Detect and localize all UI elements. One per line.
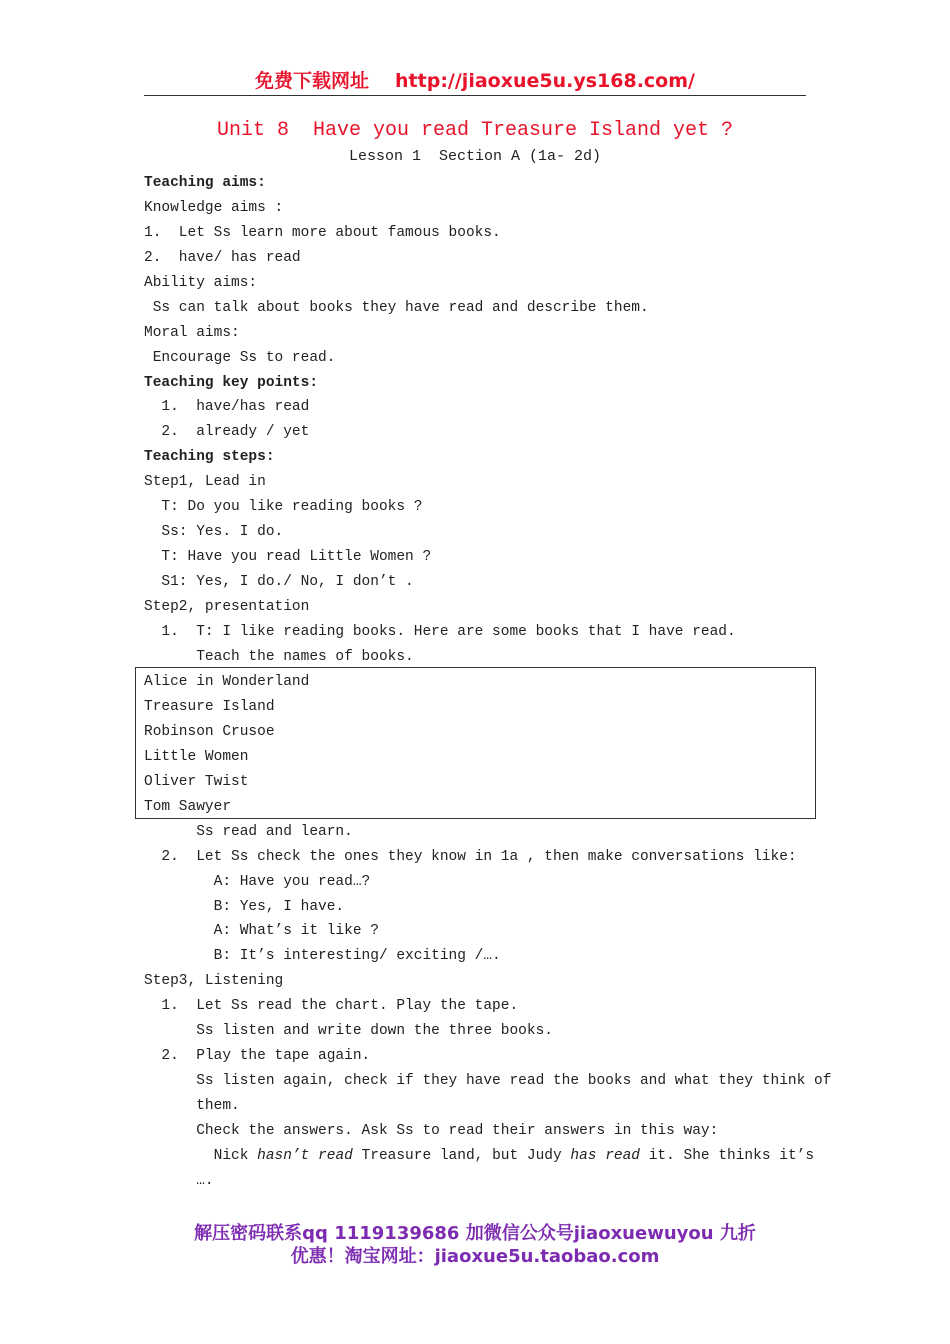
step2-line: 1. T: I like reading books. Here are some books that I have read.	[144, 624, 736, 640]
example-text: it. She thinks it’s	[640, 1148, 815, 1164]
book-title: Alice in Wonderland	[144, 674, 310, 690]
step2-line: Teach the names of books.	[144, 649, 414, 665]
step2-line: 2. Let Ss check the ones they know in 1a , then make conversations like:	[144, 849, 797, 865]
teaching-aims-heading: Teaching aims:	[144, 175, 266, 191]
example-sentence	[144, 1147, 814, 1165]
key-points-heading: Teaching key points:	[144, 375, 319, 391]
teaching-steps-heading: Teaching steps:	[144, 449, 275, 465]
step3-line: Ss listen and write down the three books.	[144, 1023, 553, 1039]
ability-aims-heading: Ability aims:	[144, 275, 258, 291]
book-title: Treasure Island	[144, 699, 275, 715]
dialogue-line: A: Have you read…?	[144, 874, 371, 890]
step1-line: S1: Yes, I do./ No, I don’t .	[144, 574, 414, 590]
step3-heading: Step3, Listening	[144, 973, 284, 989]
step3-line: ….	[144, 1173, 214, 1189]
book-title: Oliver Twist	[144, 774, 249, 790]
page-header	[144, 66, 806, 96]
page-title: Unit 8 Have you read Treasure Island yet ?	[216, 119, 734, 142]
step3-line: 2. Play the tape again.	[144, 1048, 371, 1064]
step1-heading: Step1, Lead in	[144, 474, 266, 490]
footer-contact: 解压密码联系qq 1119139686 加微信公众号jiaoxuewuyou 九折	[194, 1223, 756, 1244]
lesson-subtitle: Lesson 1 Section A (1a- 2d)	[348, 148, 602, 165]
example-emphasis: hasn’t read	[257, 1148, 353, 1164]
step3-line: them.	[144, 1098, 240, 1114]
ability-aim-text: Ss can talk about books they have read and describe them.	[144, 300, 649, 316]
step1-line: T: Do you like reading books ?	[144, 499, 423, 515]
step1-line: Ss: Yes. I do.	[144, 524, 284, 540]
knowledge-aim-2: 2. have/ has read	[144, 250, 301, 266]
step3-line: Ss listen again, check if they have read the books and what they think of	[144, 1073, 832, 1089]
book-title: Tom Sawyer	[144, 799, 232, 815]
dialogue-line: B: It’s interesting/ exciting /….	[144, 948, 501, 964]
dialogue-line: B: Yes, I have.	[144, 899, 345, 915]
step3-line: 1. Let Ss read the chart. Play the tape.	[144, 998, 519, 1014]
key-point-2: 2. already / yet	[144, 424, 310, 440]
example-emphasis: has read	[570, 1148, 641, 1164]
step2-line: Ss read and learn.	[144, 824, 353, 840]
step3-line: Check the answers. Ask Ss to read their answers in this way:	[144, 1123, 719, 1139]
dialogue-line: A: What’s it like ?	[144, 923, 379, 939]
header-label: 免费下载网址	[255, 70, 370, 92]
moral-aim-text: Encourage Ss to read.	[144, 350, 336, 366]
book-title: Little Women	[144, 749, 249, 765]
knowledge-aim-1: 1. Let Ss learn more about famous books.	[144, 225, 501, 241]
header-url[interactable]: http://jiaoxue5u.ys168.com/	[395, 70, 695, 92]
step2-heading: Step2, presentation	[144, 599, 310, 615]
example-text: Nick	[144, 1148, 258, 1164]
key-point-1: 1. have/has read	[144, 399, 310, 415]
moral-aims-heading: Moral aims:	[144, 325, 240, 341]
book-title: Robinson Crusoe	[144, 724, 275, 740]
knowledge-aims-heading: Knowledge aims :	[144, 200, 284, 216]
example-text: Treasure land, but Judy	[352, 1148, 571, 1164]
step1-line: T: Have you read Little Women ?	[144, 549, 432, 565]
footer-shop: 优惠！淘宝网址：jiaoxue5u.taobao.com	[290, 1246, 660, 1267]
